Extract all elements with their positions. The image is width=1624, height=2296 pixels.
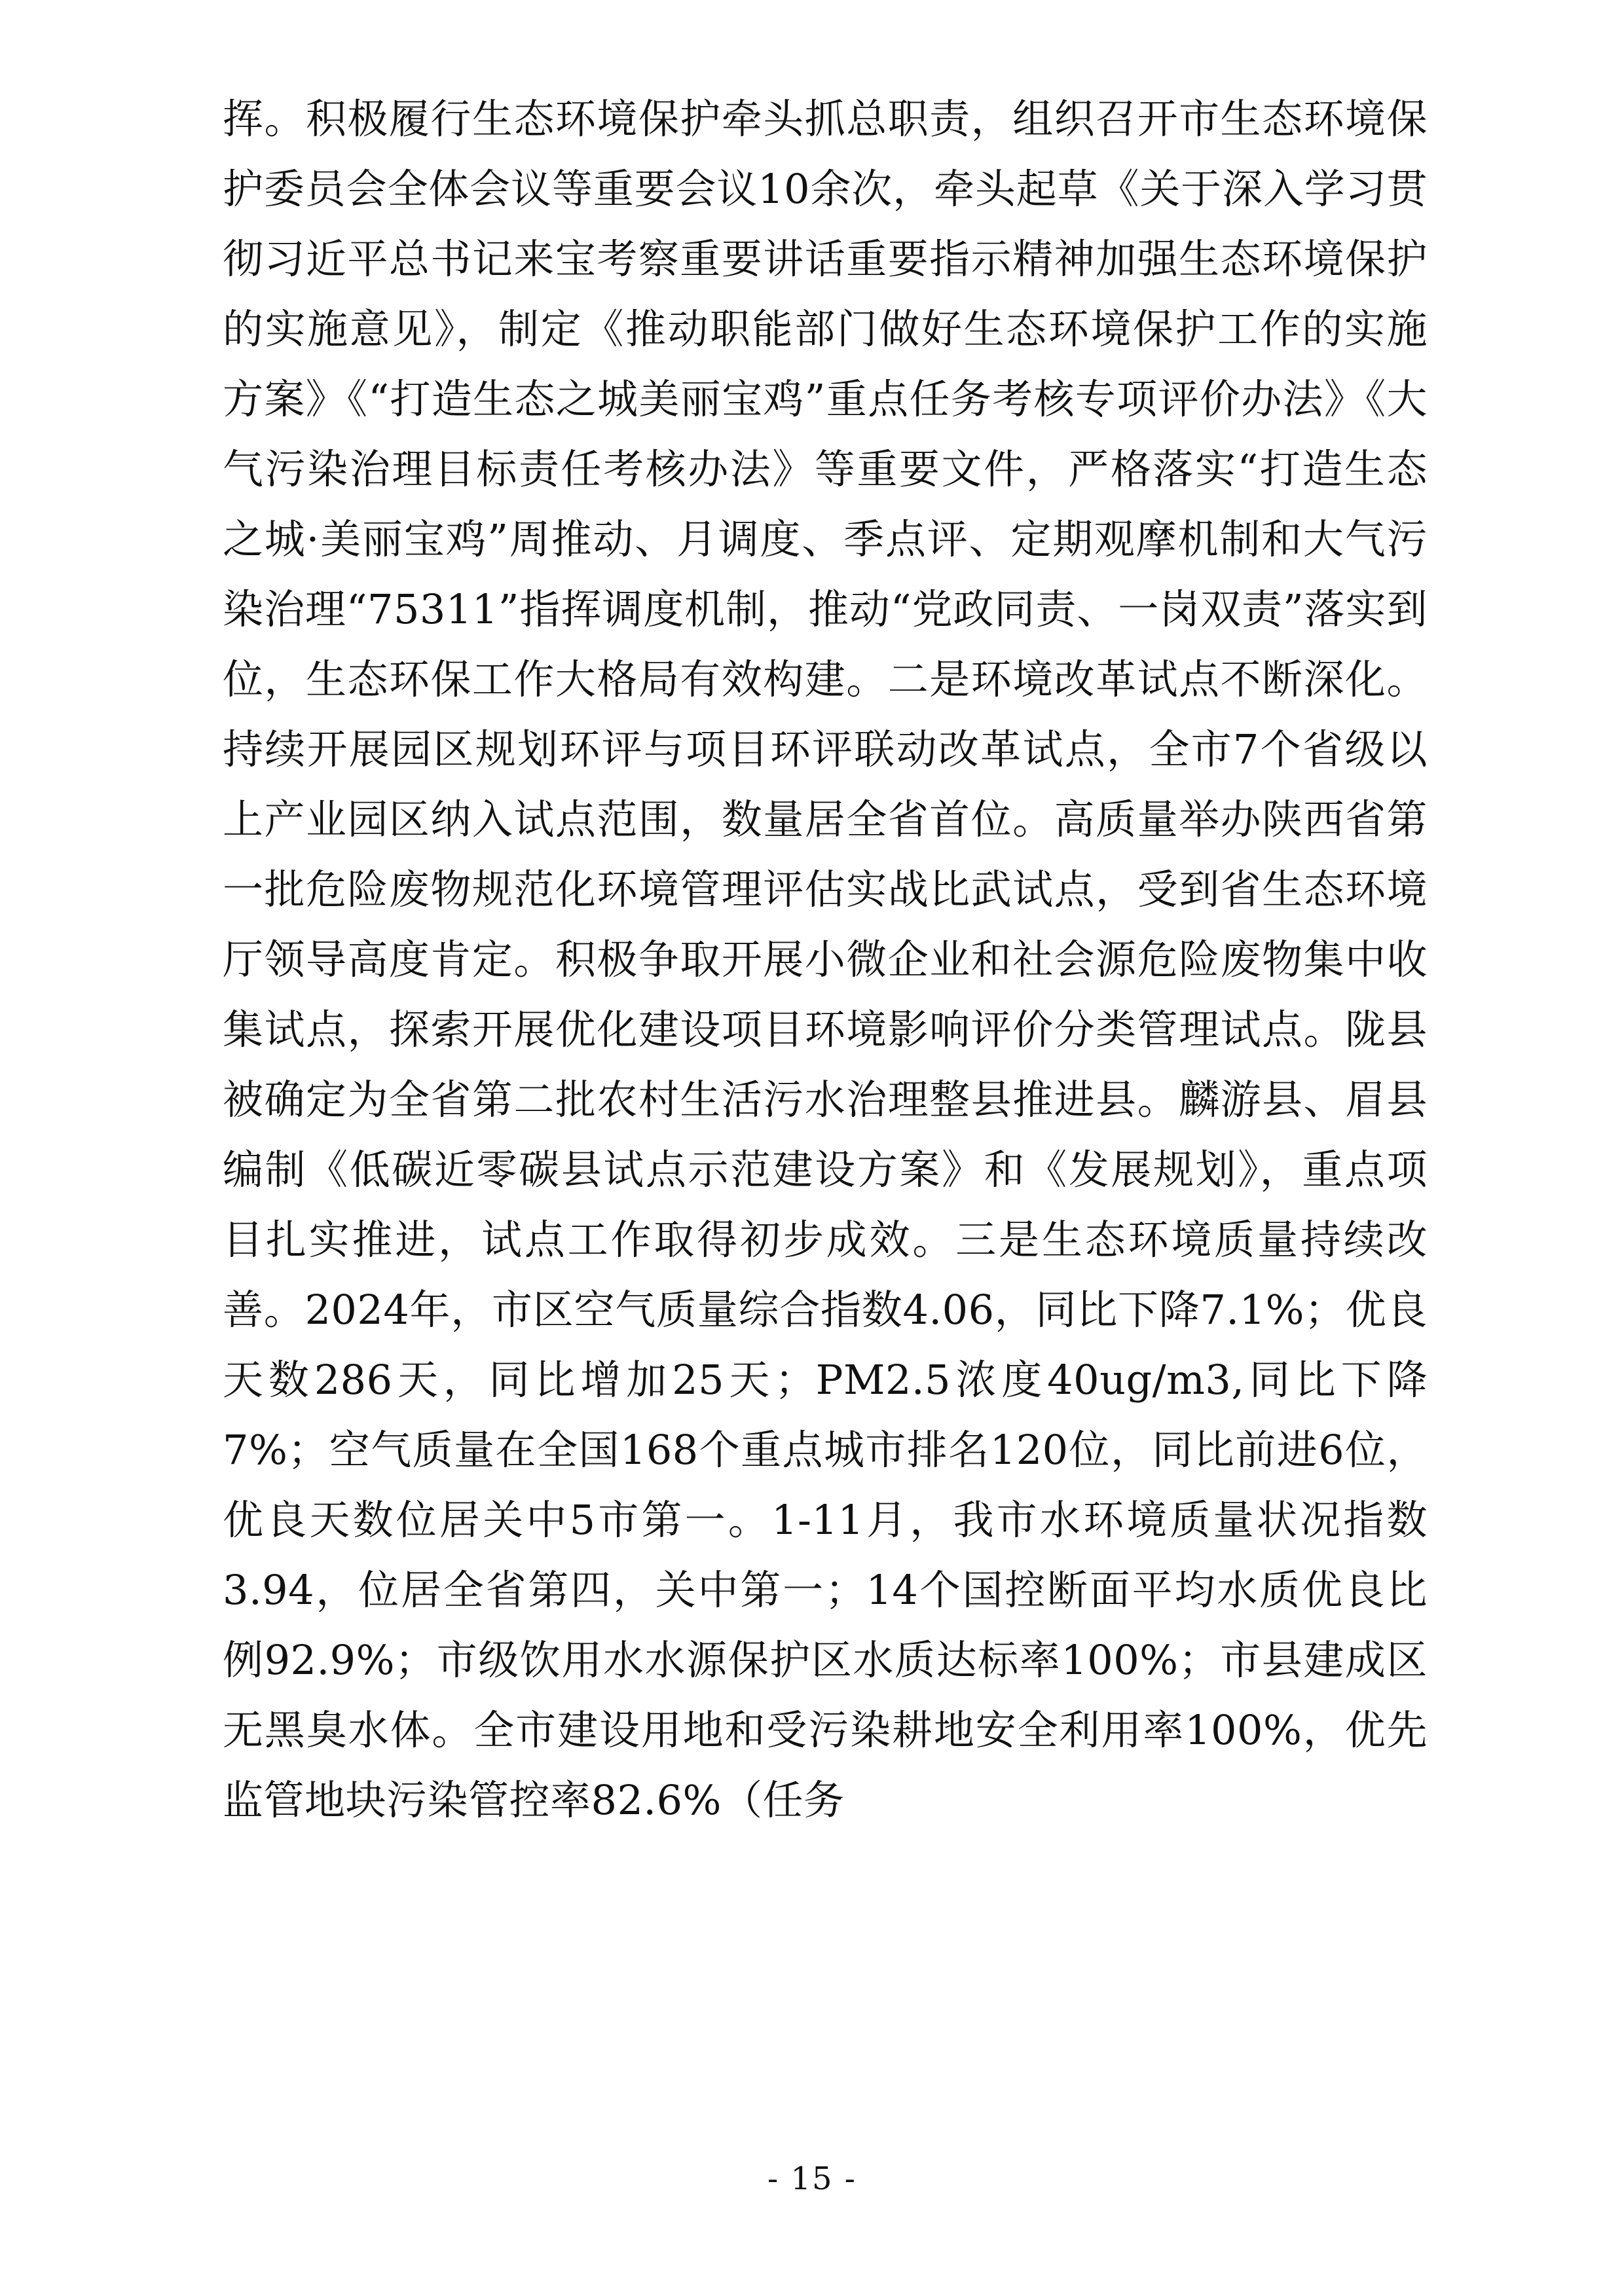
page-number: - 15 - (767, 2160, 857, 2197)
document-body-text (223, 84, 1428, 1835)
body-paragraph: 挥。积极履行生态环境保护牵头抓总职责，组织召开市生态环境保护委员会全体会议等重要会议10余次，牵头起草《关于深入学习贯彻习近平总书记来宝考察重要讲话重要指示精神加强生态环境保护的实施意见》，制定《推动职能部门做好生态环境保护工作的实施方案》《“打造生态之城美丽宝鸡”重点任务考核专项评价办法》《大气污染治理目标责任考核办法》等重要文件，严格落实“打造生态之城·美丽宝鸡”周推动、月调度、季点评、定期观摩机制和大气污染治理“75311”指挥调度机制，推动“党政同责、一岗双责”落实到位，生态环保工作大格局有效构建。二是环境改革试点不断深化。持续开展园区规划环评与项目环评联动改革试点，全市7个省级以上产业园区纳入试点范围，数量居全省首位。高质量举办陕西省第一批危险废物规范化环境管理评估实战比武试点，受到省生态环境厅领导高度肯定。积极争取开展小微企业和社会源危险废物集中收集试点，探索开展优化建设项目环境影响评价分类管理试点。陇县被确定为全省第二批农村生活污水治理整县推进县。麟游县、眉县编制《低碳近零碳县试点示范建设方案》和《发展规划》，重点项目扎实推进，试点工作取得初步成效。三是生态环境质量持续改善。2024年，市区空气质量综合指数4.06，同比下降7.1%；优良天数286天，同比增加25天；PM2.5浓度40ug/m3,同比下降7%；空气质量在全国168个重点城市排名120位，同比前进6位，优良天数位居关中5市第一。1-11月，我市水环境质量状况指数3.94，位居全省第四，关中第一；14个国控断面平均水质优良比例92.9%；市级饮用水水源保护区水质达标率100%；市县建成区无黑臭水体。全市建设用地和受污染耕地安全利用率100%，优先监管地块污染管控率82.6%（任务 (223, 95, 1428, 1824)
